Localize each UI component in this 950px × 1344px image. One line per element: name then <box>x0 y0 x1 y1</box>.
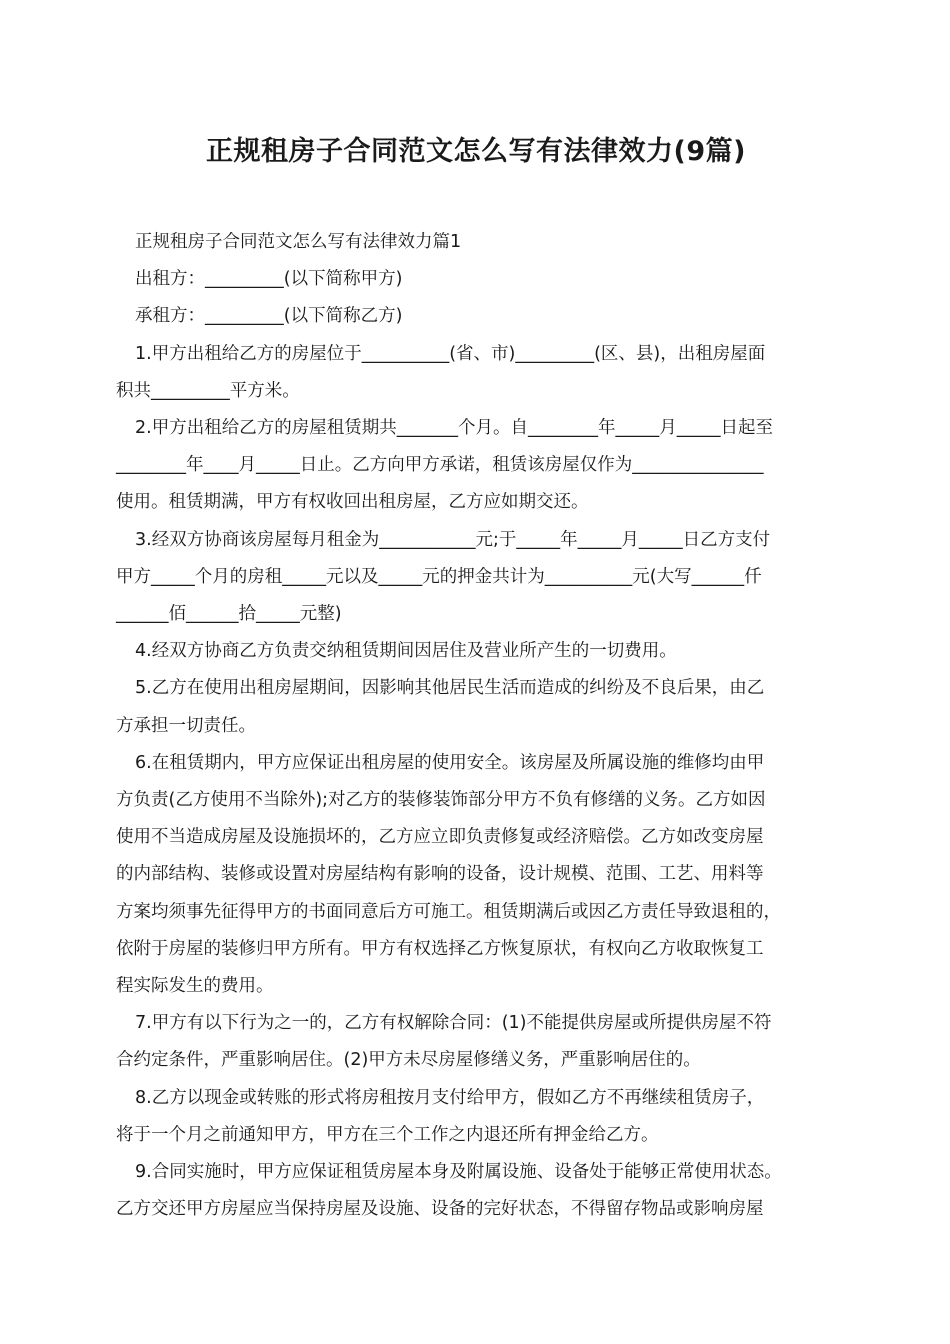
paragraph-line: 甲方_____个月的房租_____元以及_____元的押金共计为__________元(大写______仟 <box>116 566 762 587</box>
paragraph <box>116 1154 836 1228</box>
paragraph-line: 方案均须事先征得甲方的书面同意后方可施工。租赁期满后或因乙方责任导致退租的， <box>116 901 781 922</box>
paragraph-line: 积共_________平方米。 <box>116 380 300 401</box>
paragraph-line: 使用不当造成房屋及设施损坏的，乙方应立即负责修复或经济赔偿。乙方如改变房屋 <box>116 827 764 848</box>
paragraph-line: ________年____月_____日止。乙方向甲方承诺，租赁该房屋仅作为_______________ <box>116 455 764 476</box>
paragraph-line: 的内部结构、装修或设置对房屋结构有影响的设备，设计规模、范围、工艺、用料等 <box>116 864 764 885</box>
document-body <box>116 224 836 1228</box>
paragraph-line: 4.经双方协商乙方负责交纳租赁期间因居住及营业所产生的一切费用。 <box>135 641 677 662</box>
paragraph-line: 依附于房屋的装修归甲方所有。甲方有权选择乙方恢复原状，有权向乙方收取恢复工 <box>116 938 764 959</box>
paragraph-line: 正规租房子合同范文怎么写有法律效力篇1 <box>135 232 462 252</box>
paragraph-line: 将于一个月之前通知甲方，甲方在三个工作之内退还所有押金给乙方。 <box>116 1124 659 1145</box>
paragraph-line: 方承担一切责任。 <box>116 715 256 736</box>
paragraph-line: 7.甲方有以下行为之一的，乙方有权解除合同：(1)不能提供房屋或所提供房屋不符 <box>135 1013 772 1034</box>
paragraph <box>116 336 836 410</box>
paragraph-line: 合约定条件，严重影响居住。(2)甲方未尽房屋修缮义务，严重影响居住的。 <box>116 1050 701 1071</box>
paragraph <box>116 1005 836 1079</box>
paragraph-line: 8.乙方以现金或转账的形式将房租按月支付给甲方，假如乙方不再继续租赁房子， <box>135 1087 765 1108</box>
paragraph-line: 出租方：_________(以下简称甲方) <box>135 269 403 290</box>
paragraph <box>116 633 836 670</box>
paragraph-line: 乙方交还甲方房屋应当保持房屋及设施、设备的完好状态，不得留存物品或影响房屋 <box>116 1199 764 1220</box>
paragraph-line: 2.甲方出租给乙方的房屋租赁期共_______个月。自________年_____月_____日起至 <box>135 418 773 439</box>
paragraph-line: 程实际发生的费用。 <box>116 976 274 997</box>
paragraph <box>116 298 836 335</box>
paragraph-line: 承租方：_________(以下简称乙方) <box>135 306 403 327</box>
paragraph-line: 6.在租赁期内，甲方应保证出租房屋的使用安全。该房屋及所属设施的维修均由甲 <box>135 752 765 773</box>
paragraph <box>116 745 836 1005</box>
paragraph <box>116 224 836 261</box>
paragraph-line: 1.甲方出租给乙方的房屋位于__________(省、市)_________(区、县)，出租房屋面 <box>135 343 766 364</box>
paragraph <box>116 1080 836 1154</box>
paragraph <box>116 522 836 634</box>
paragraph-line: 方负责(乙方使用不当除外);对乙方的装修装饰部分甲方不负有修缮的义务。乙方如因 <box>116 790 766 811</box>
paragraph-line: ______佰______拾_____元整) <box>116 604 342 625</box>
document-title: 正规租房子合同范文怎么写有法律效力(9篇) <box>206 136 746 167</box>
paragraph <box>116 261 836 298</box>
paragraph-line: 5.乙方在使用出租房屋期间，因影响其他居民生活而造成的纠纷及不良后果，由乙 <box>135 678 765 699</box>
paragraph <box>116 670 836 744</box>
paragraph-line: 3.经双方协商该房屋每月租金为___________元;于_____年_____月_____日乙方支付 <box>135 529 771 550</box>
paragraph <box>116 410 836 522</box>
paragraph-line: 9.合同实施时，甲方应保证租赁房屋本身及附属设施、设备处于能够正常使用状态。 <box>135 1162 782 1183</box>
paragraph-line: 使用。租赁期满，甲方有权收回出租房屋，乙方应如期交还。 <box>116 492 589 513</box>
